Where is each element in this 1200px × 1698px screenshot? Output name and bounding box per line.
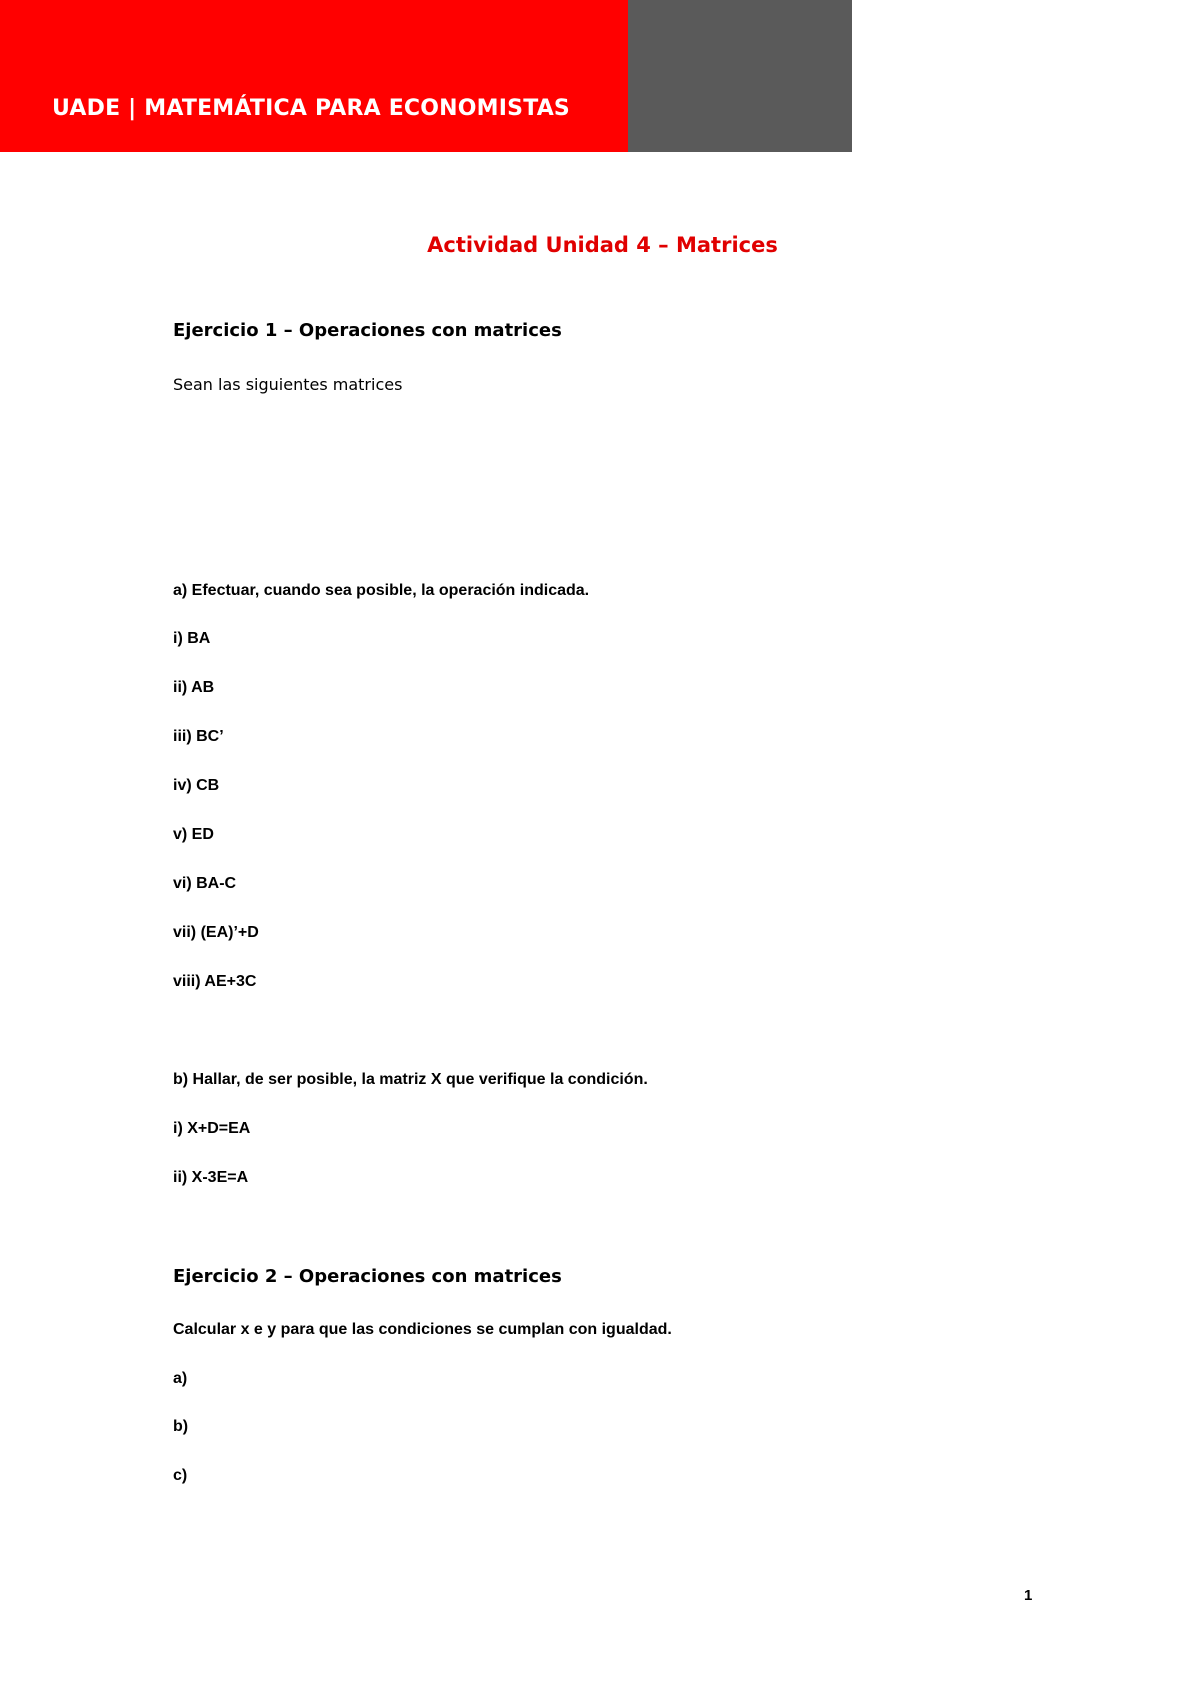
list-item: iii) BC’ [173,728,224,745]
list-item: vi) BA-C [173,875,237,892]
exercise1-heading: Ejercicio 1 – Operaciones con matrices [173,320,562,341]
list-item: ii) X-3E=A [173,1169,249,1186]
list-item: ii) AB [173,679,215,696]
list-item: v) ED [173,826,214,843]
exercise2-heading: Ejercicio 2 – Operaciones con matrices [173,1266,562,1287]
header-banner [0,0,628,152]
list-item: i) BA [173,630,211,647]
list-item: c) [173,1467,188,1484]
exercise1-part-a-instruction: a) Efectuar, cuando sea posible, la operación indicada. [173,582,590,599]
list-item: i) X+D=EA [173,1120,251,1137]
header-title: UADE | MATEMÁTICA PARA ECONOMISTAS [52,96,570,121]
exercise2-intro: Calcular x e y para que las condiciones se cumplan con igualdad. [173,1321,672,1338]
exercise1-part-b-instruction: b) Hallar, de ser posible, la matriz X que verifique la condición. [173,1071,648,1088]
list-item: viii) AE+3C [173,973,257,990]
exercise1-intro: Sean las siguientes matrices [173,375,403,394]
list-item: a) [173,1370,188,1387]
header-gray-block [628,0,852,152]
list-item: iv) CB [173,777,220,794]
list-item: b) [173,1418,189,1435]
page-number: 1 [1024,1587,1033,1604]
document-title: Actividad Unidad 4 – Matrices [427,233,778,257]
list-item: vii) (EA)’+D [173,924,259,941]
